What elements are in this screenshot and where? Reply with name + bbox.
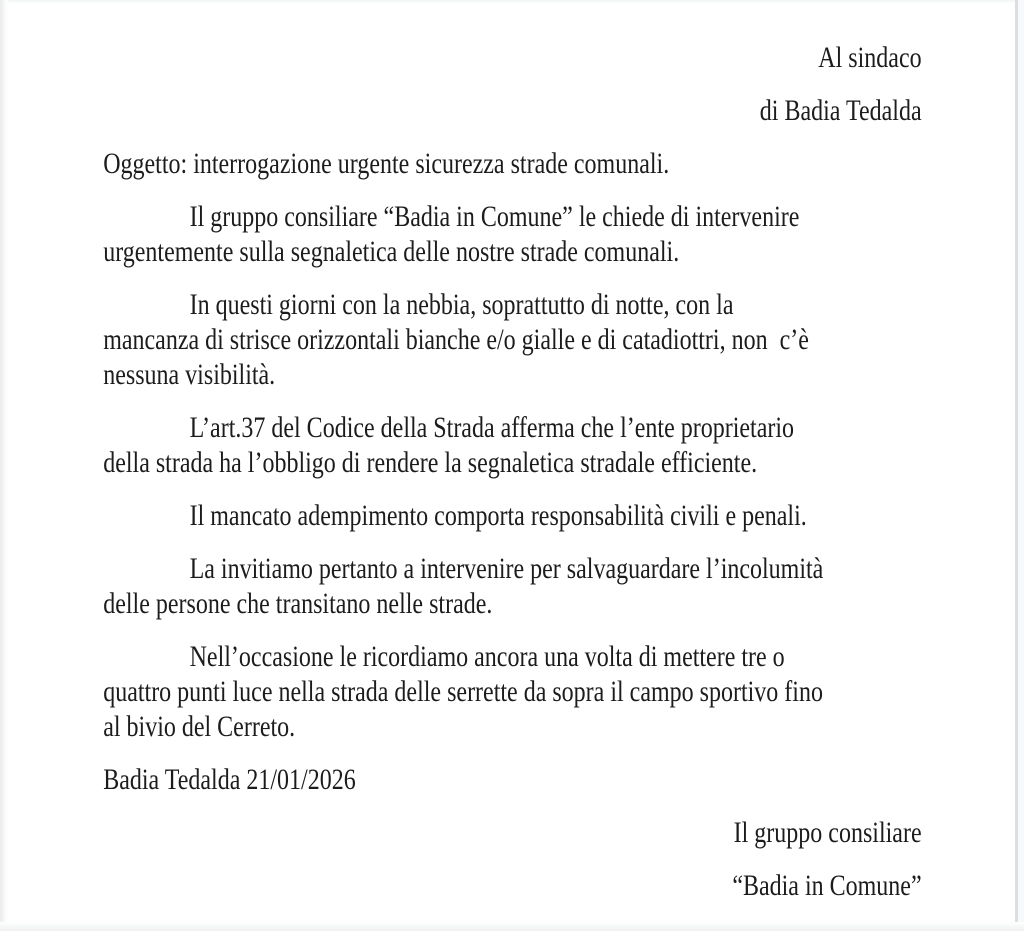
paragraph-line: mancanza di strisce orizzontali bianche e/o gialle e di catadiottri, non c’è: [103, 323, 809, 356]
signature-block: [103, 815, 1024, 850]
paragraph-line: quattro punti luce nella strada delle serrette da sopra il campo sportivo fino: [103, 675, 823, 708]
paragraph-1: [103, 199, 1024, 269]
recipient-line-2: di Badia Tedalda: [759, 94, 922, 127]
paragraph-line: In questi giorni con la nebbia, soprattutto di notte, con la: [189, 288, 734, 321]
paragraph-line: nessuna visibilità.: [103, 358, 276, 391]
signature-line-1: Il gruppo consiliare: [733, 816, 922, 849]
recipient-line-1: Al sindaco: [818, 41, 922, 74]
date-block: [103, 762, 1024, 797]
paragraph-line: della strada ha l’obbligo di rendere la segnaletica stradale efficiente.: [103, 446, 758, 479]
paragraph-2: [103, 287, 1024, 392]
paragraph-6: [103, 639, 1024, 744]
signature-line-2: “Badia in Comune”: [732, 869, 922, 902]
paragraph-4: [103, 498, 1024, 533]
date-line: Badia Tedalda 21/01/2026: [103, 763, 356, 796]
paragraph-line: urgentemente sulla segnaletica delle nostre strade comunali.: [103, 235, 680, 268]
signature-block-2: [103, 868, 1024, 903]
subject-line: Oggetto: interrogazione urgente sicurezza strade comunali.: [103, 147, 670, 180]
page-edge-bottom: [0, 922, 1024, 931]
recipient-block-2: [103, 93, 1024, 128]
paragraph-line: al bivio del Cerreto.: [103, 710, 296, 743]
paragraph-line: Il gruppo consiliare “Badia in Comune” le chiede di intervenire: [189, 200, 800, 233]
paragraph-line: Il mancato adempimento comporta responsabilità civili e penali.: [189, 499, 807, 532]
paragraph-5: [103, 551, 1024, 621]
paragraph-line: La invitiamo pertanto a intervenire per salvaguardare l’incolumità: [189, 552, 824, 585]
subject-block: [103, 146, 1024, 181]
paragraph-3: [103, 410, 1024, 480]
paragraph-line: L’art.37 del Codice della Strada afferma che l’ente proprietario: [189, 411, 795, 444]
paragraph-line: Nell’occasione le ricordiamo ancora una volta di mettere tre o: [189, 640, 785, 673]
paragraph-line: delle persone che transitano nelle strade.: [103, 587, 493, 620]
recipient-block: [103, 40, 1024, 75]
